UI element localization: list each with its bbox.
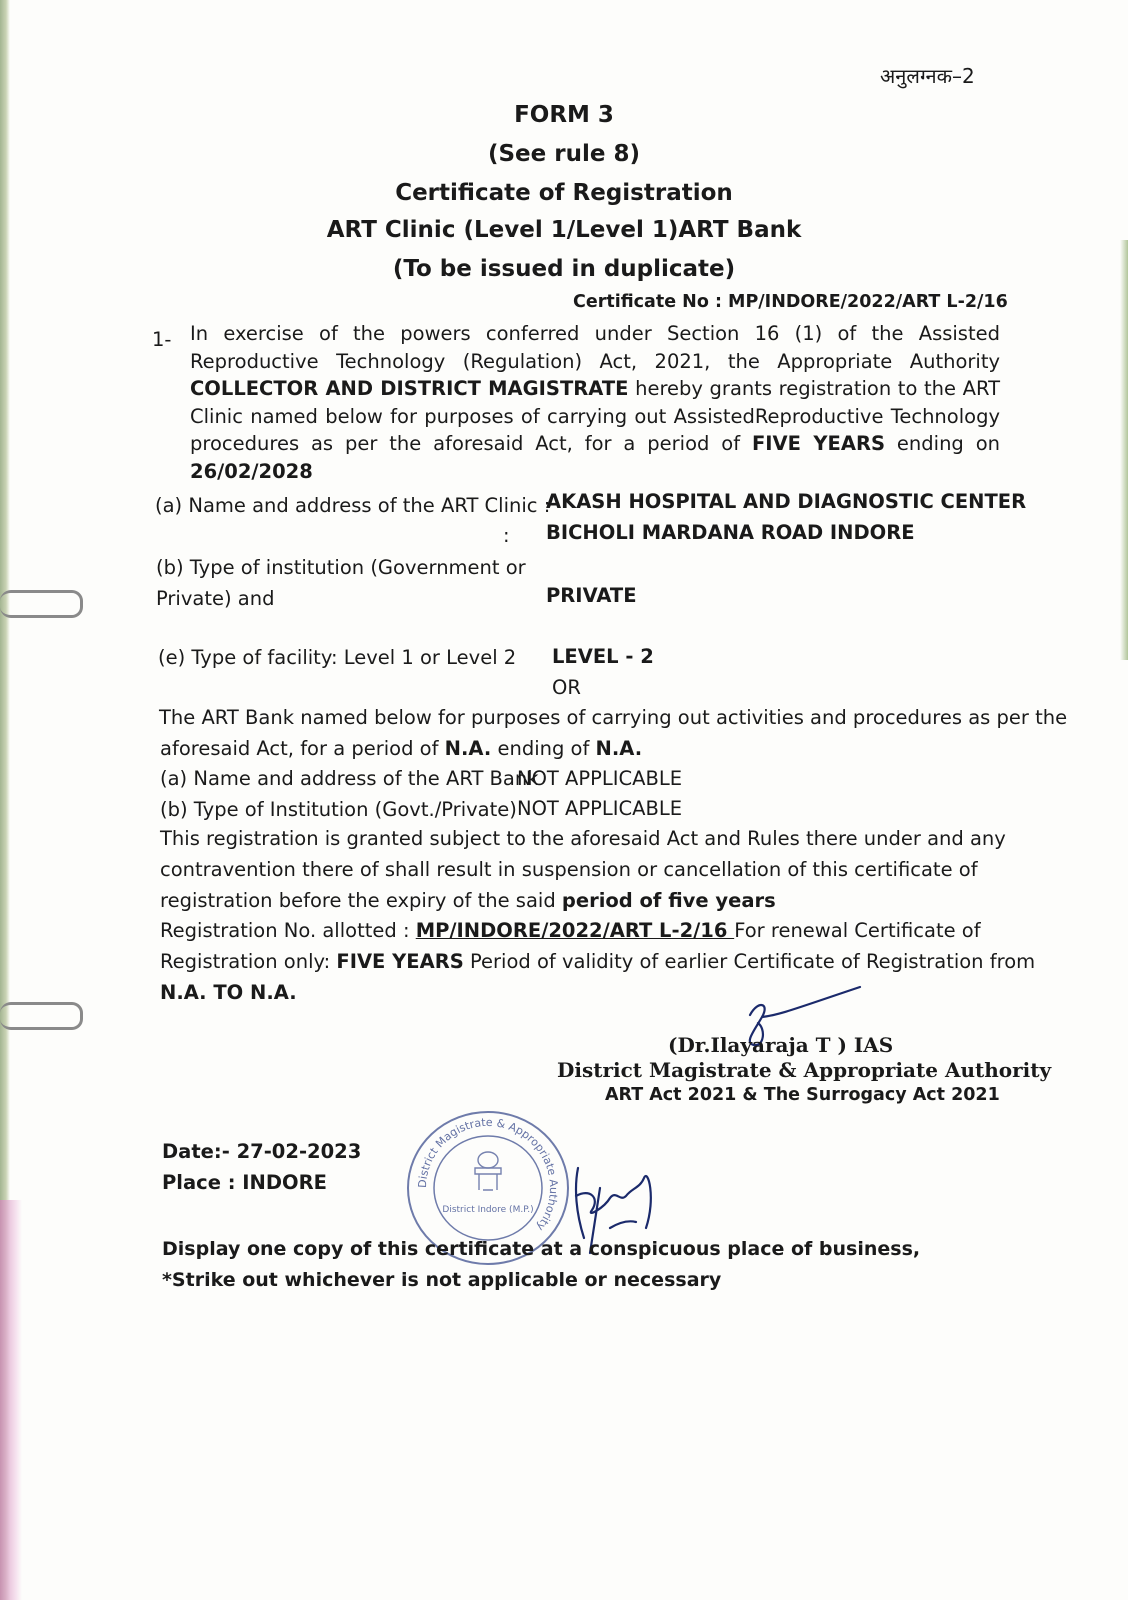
facility-level: LEVEL - 2 (552, 645, 654, 668)
form-number: FORM 3 (514, 102, 614, 128)
bank-name-value: NOT APPLICABLE (517, 767, 683, 790)
renewal-text: Registration only: (160, 950, 337, 973)
signatory-designation: District Magistrate & Appropriate Authority (557, 1058, 1052, 1082)
issue-date (162, 1140, 361, 1163)
institution-type-label-cont: Private) and (156, 587, 275, 610)
renewal-period: FIVE YEARS (336, 950, 464, 973)
institution-type: PRIVATE (546, 584, 637, 607)
bank-type-label: (b) Type of Institution (Govt./Private) (160, 798, 517, 821)
facility-type-label: (e) Type of facility: Level 1 or Level 2 (158, 646, 517, 669)
renewal-text: Period of validity of earlier Certificate of Registration from (463, 950, 1036, 973)
page-edge-pink (0, 1200, 22, 1600)
seal-ring-text: District Magistrate & Appropriate Authority (415, 1115, 561, 1234)
signatory-acts: ART Act 2021 & The Surrogacy Act 2021 (605, 1085, 1000, 1105)
signatory-name: (Dr.Ilayaraja T ) IAS (668, 1033, 894, 1057)
annexure-label: अनुलग्नक–2 (880, 64, 975, 88)
issue-place (162, 1171, 327, 1194)
terms-line (160, 889, 776, 912)
intro-text: In exercise of the powers conferred under Section 16 (1) of the Assisted Reproductive Technology (Regulation) Act, 2021, the Appropriate Authority (190, 322, 1000, 373)
issue-place-label: Place : (162, 1171, 243, 1194)
certificate-title: Certificate of Registration (395, 180, 733, 206)
bank-text: aforesaid Act, for a period of (160, 737, 445, 760)
validity-range: N.A. TO N.A. (160, 981, 297, 1004)
certificate-number-label: Certificate No : (573, 292, 722, 312)
registration-number: MP/INDORE/2022/ART L-2/16 (415, 919, 735, 942)
duplicate-note: (To be issued in duplicate) (392, 256, 736, 282)
strike-note: *Strike out whichever is not applicable or necessary (162, 1269, 722, 1291)
renewal-text: For renewal Certificate of (734, 919, 981, 942)
bank-text: ending of (491, 737, 596, 760)
issue-date-value: 27-02-2023 (236, 1140, 362, 1163)
terms-period: period of five years (561, 889, 776, 912)
clinic-address: BICHOLI MARDANA ROAD INDORE (546, 521, 915, 544)
intro-text: ending on (885, 432, 1000, 455)
clinic-name-label: (a) Name and address of the ART Clinic : (155, 494, 551, 517)
registration-period: FIVE YEARS (751, 432, 886, 455)
certificate-number-line (573, 292, 1008, 312)
paragraph-number: 1- (152, 328, 172, 351)
institution-type-label: (b) Type of institution (Government or (156, 556, 526, 579)
display-instruction: Display one copy of this certificate at a conspicuous place of business, (162, 1238, 921, 1260)
registration-number-label: Registration No. allotted : (160, 919, 416, 942)
renewal-line (160, 950, 1035, 973)
page-edge-right (1120, 240, 1128, 660)
intro-text: hereby grants registration to the ART Clinic named below for purposes of carrying out AssistedReproductive Technology procedures as per the aforesaid Act, for a period of (190, 377, 1000, 455)
bank-period-line (160, 737, 642, 760)
rule-reference: (See rule 8) (487, 141, 640, 167)
registration-number-line (160, 919, 981, 942)
intro-paragraph (190, 320, 1000, 485)
address-colon: : (503, 524, 510, 547)
or-separator: OR (552, 676, 581, 699)
bank-type-value: NOT APPLICABLE (517, 797, 683, 820)
certificate-subtitle: ART Clinic (Level 1/Level 1)ART Bank (326, 217, 802, 243)
binder-ring (0, 1002, 83, 1030)
clinic-name: AKASH HOSPITAL AND DIAGNOSTIC CENTER (546, 490, 1027, 513)
bank-end: N.A. (595, 737, 643, 760)
authority-name: COLLECTOR AND DISTRICT MAGISTRATE (190, 377, 629, 400)
terms-text: registration before the expiry of the said (160, 889, 562, 912)
seal-center-text: District Indore (M.P.) (442, 1205, 534, 1215)
registration-end-date: 26/02/2028 (190, 459, 313, 483)
issue-date-label: Date:- (162, 1140, 237, 1163)
svg-text:District Magistrate & Appropri (416, 1116, 560, 1234)
terms-line: This registration is granted subject to the aforesaid Act and Rules there under and any (160, 827, 1006, 850)
terms-line: contravention there of shall result in suspension or cancellation of this certificate of (160, 858, 978, 881)
bank-text-line: The ART Bank named below for purposes of carrying out activities and procedures as per the (159, 706, 1068, 729)
bank-name-label: (a) Name and address of the ART Bank (160, 767, 539, 790)
certificate-number: MP/INDORE/2022/ART L-2/16 (728, 292, 1008, 312)
issue-place-value: INDORE (242, 1171, 327, 1194)
binder-ring (0, 590, 83, 618)
bank-period: N.A. (444, 737, 492, 760)
